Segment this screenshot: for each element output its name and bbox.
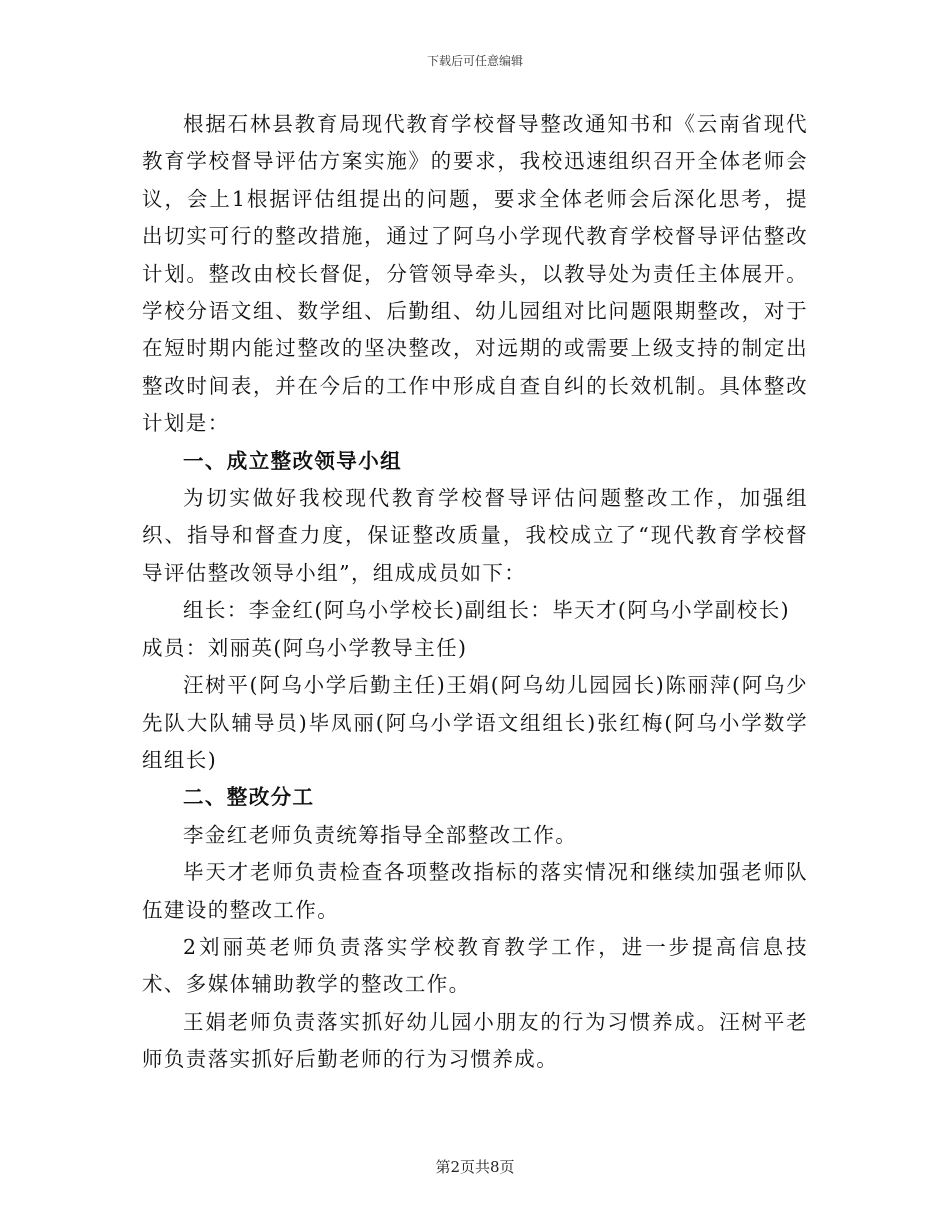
page-header-note: 下载后可任意编辑 xyxy=(426,54,523,68)
section1-paragraph-1: 为切实做好我校现代教育学校督导评估问题整改工作，加强组织、指导和督查力度，保证整改质量，我校成立了“现代教育学校督导评估整改领导小组”，组成成员如下： xyxy=(142,486,808,585)
section1-leader-line: 组长：李金红(阿乌小学校长)副组长：毕天才(阿乌小学副校长) xyxy=(183,598,790,623)
page-number: 第2页共8页 xyxy=(435,1158,515,1176)
section1-members-list: 汪树平(阿乌小学后勤主任)王娟(阿乌幼儿园园长)陈丽萍(阿乌少先队大队辅导员)毕凤丽(阿乌小学语文组组长)张红梅(阿乌小学数学组组长) xyxy=(142,673,808,772)
section1-members-line: 成员：刘丽英(阿乌小学教导主任) xyxy=(142,635,468,660)
section2-paragraph-2: 毕天才老师负责检查各项整改指标的落实情况和继续加强老师队伍建设的整改工作。 xyxy=(142,860,808,922)
section1-heading: 一、成立整改领导小组 xyxy=(183,448,402,473)
section2-heading: 二、整改分工 xyxy=(183,785,315,810)
section2-paragraph-3: 2刘丽英老师负责落实学校教育教学工作，进一步提高信息技术、多媒体辅助教学的整改工作。 xyxy=(142,934,808,997)
document-body xyxy=(142,106,808,1079)
section2-paragraph-1: 李金红老师负责统筹指导全部整改工作。 xyxy=(183,822,578,847)
section2-paragraph-4: 王娟老师负责落实抓好幼儿园小朋友的行为习惯养成。汪树平老师负责落实抓好后勤老师的行为习惯养成。 xyxy=(142,1009,808,1072)
intro-paragraph: 根据石林县教育局现代教育学校督导整改通知书和《云南省现代教育学校督导评估方案实施》的要求，我校迅速组织召开全体老师会议，会上1根据评估组提出的问题，要求全体老师会后深化思考，提出切实可行的整改措施，通过了阿乌小学现代教育学校督导评估整改计划。整改由校长督促，分管领导牵头，以教导处为责任主体展开。学校分语文组、数学组、后勤组、幼儿园组对比问题限期整改，对于在短时期内能过整改的坚决整改，对远期的或需要上级支持的制定出整改时间表，并在今后的工作中形成自查自纠的长效机制。具体整改计划是： xyxy=(142,112,808,436)
